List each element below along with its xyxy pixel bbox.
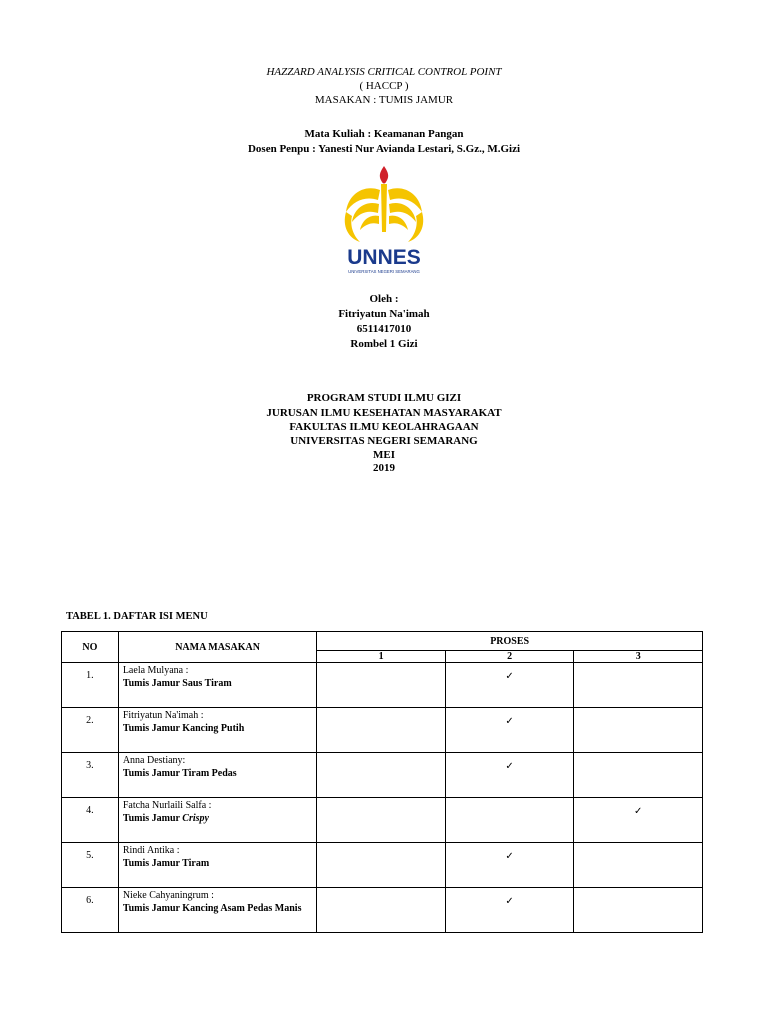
- person-name: Fitriyatun Na'imah :: [122, 710, 204, 721]
- author-nim: 6511417010: [356, 323, 412, 335]
- person-name: Fatcha Nurlaili Salfa :: [122, 800, 212, 811]
- person-name: Nieke Cahyaningrum :: [122, 890, 214, 901]
- document-abbrev: ( HACCP ): [359, 80, 409, 92]
- dish-name-text: Tumis Jamur Kancing Asam Pedas Manis: [122, 902, 302, 914]
- table-row: [62, 798, 703, 843]
- author-name: Fitriyatun Na'imah: [338, 308, 430, 320]
- dish-cell: [118, 753, 316, 798]
- process-1-cell: [317, 798, 446, 843]
- dish-cell: [118, 663, 316, 708]
- dish-name-text: Tumis Jamur: [122, 812, 183, 824]
- dish-title: MASAKAN : TUMIS JAMUR: [314, 94, 454, 106]
- process-1-cell: [317, 663, 446, 708]
- row-number: 5.: [62, 843, 119, 888]
- process-2-cell: [445, 663, 574, 708]
- author-rombel: Rombel 1 Gizi: [350, 338, 418, 350]
- study-program: PROGRAM STUDI ILMU GIZI: [306, 392, 462, 404]
- dish-cell: [118, 888, 316, 933]
- dish-name: [123, 723, 312, 736]
- header-no: NO: [62, 632, 119, 663]
- process-2-cell: [445, 798, 574, 843]
- process-2-cell: [445, 708, 574, 753]
- table-row: [62, 663, 703, 708]
- logo-subtext: UNIVERSITAS NEGERI SEMARANG: [348, 269, 420, 274]
- process-3-cell: [574, 843, 703, 888]
- header-name: NAMA MASAKAN: [118, 632, 316, 663]
- process-3-cell: [574, 753, 703, 798]
- row-number: 3.: [62, 753, 119, 798]
- month: MEI: [373, 449, 395, 461]
- department: JURUSAN ILMU KESEHATAN MASYARAKAT: [266, 407, 502, 419]
- process-1-cell: [317, 888, 446, 933]
- process-3-cell: [574, 663, 703, 708]
- process-3-cell: [574, 798, 703, 843]
- course-line: Mata Kuliah : Keamanan Pangan: [304, 128, 464, 140]
- table-row: [62, 888, 703, 933]
- row-number: 1.: [62, 663, 119, 708]
- dish-name: [123, 813, 312, 826]
- dish-name: [123, 768, 312, 781]
- row-number: 4.: [62, 798, 119, 843]
- check-icon: ✓: [634, 806, 643, 817]
- logo-text: UNNES: [347, 246, 421, 269]
- dish-cell: [118, 708, 316, 753]
- process-3-cell: [574, 708, 703, 753]
- dish-name: [123, 678, 312, 691]
- dish-cell: [118, 798, 316, 843]
- by-label: Oleh :: [369, 293, 399, 305]
- unnes-logo: [334, 160, 434, 280]
- check-icon: ✓: [505, 896, 514, 907]
- header-process-1: 1: [317, 651, 446, 663]
- row-number: 2.: [62, 708, 119, 753]
- process-1-cell: [317, 753, 446, 798]
- process-2-cell: [445, 753, 574, 798]
- process-2-cell: [445, 888, 574, 933]
- dish-cell: [118, 843, 316, 888]
- table-row: [62, 753, 703, 798]
- process-2-cell: [445, 843, 574, 888]
- dish-name: [123, 858, 312, 871]
- header-process-2: 2: [445, 651, 574, 663]
- header-process-3: 3: [574, 651, 703, 663]
- university: UNIVERSITAS NEGERI SEMARANG: [290, 435, 478, 447]
- process-1-cell: [317, 708, 446, 753]
- dish-name-text: Tumis Jamur Tiram: [122, 857, 210, 869]
- menu-table: [61, 631, 703, 933]
- table-row: [62, 708, 703, 753]
- faculty: FAKULTAS ILMU KEOLAHRAGAAN: [289, 421, 479, 433]
- check-icon: ✓: [505, 671, 514, 682]
- dish-name: [123, 903, 312, 916]
- check-icon: ✓: [505, 716, 514, 727]
- unnes-emblem-icon: [334, 160, 434, 280]
- dish-name-text: Tumis Jamur Kancing Putih: [122, 722, 245, 734]
- person-name: Rindi Antika :: [122, 845, 180, 856]
- dish-name-italic: Crispy: [182, 812, 209, 824]
- header-process: PROSES: [317, 632, 703, 651]
- person-name: Laela Mulyana :: [122, 665, 189, 676]
- document-title: HAZZARD ANALYSIS CRITICAL CONTROL POINT: [266, 66, 502, 78]
- row-number: 6.: [62, 888, 119, 933]
- process-1-cell: [317, 843, 446, 888]
- table-row: [62, 843, 703, 888]
- year: 2019: [373, 462, 395, 474]
- lecturer-line: Dosen Penpu : Yanesti Nur Avianda Lestari, S.Gz., M.Gizi: [247, 143, 521, 155]
- person-name: Anna Destiany:: [122, 755, 186, 766]
- dish-name-text: Tumis Jamur Tiram Pedas: [122, 767, 237, 779]
- process-3-cell: [574, 888, 703, 933]
- check-icon: ✓: [505, 851, 514, 862]
- table-caption: TABEL 1. DAFTAR ISI MENU: [66, 611, 208, 622]
- check-icon: ✓: [505, 761, 514, 772]
- dish-name-text: Tumis Jamur Saus Tiram: [122, 677, 232, 689]
